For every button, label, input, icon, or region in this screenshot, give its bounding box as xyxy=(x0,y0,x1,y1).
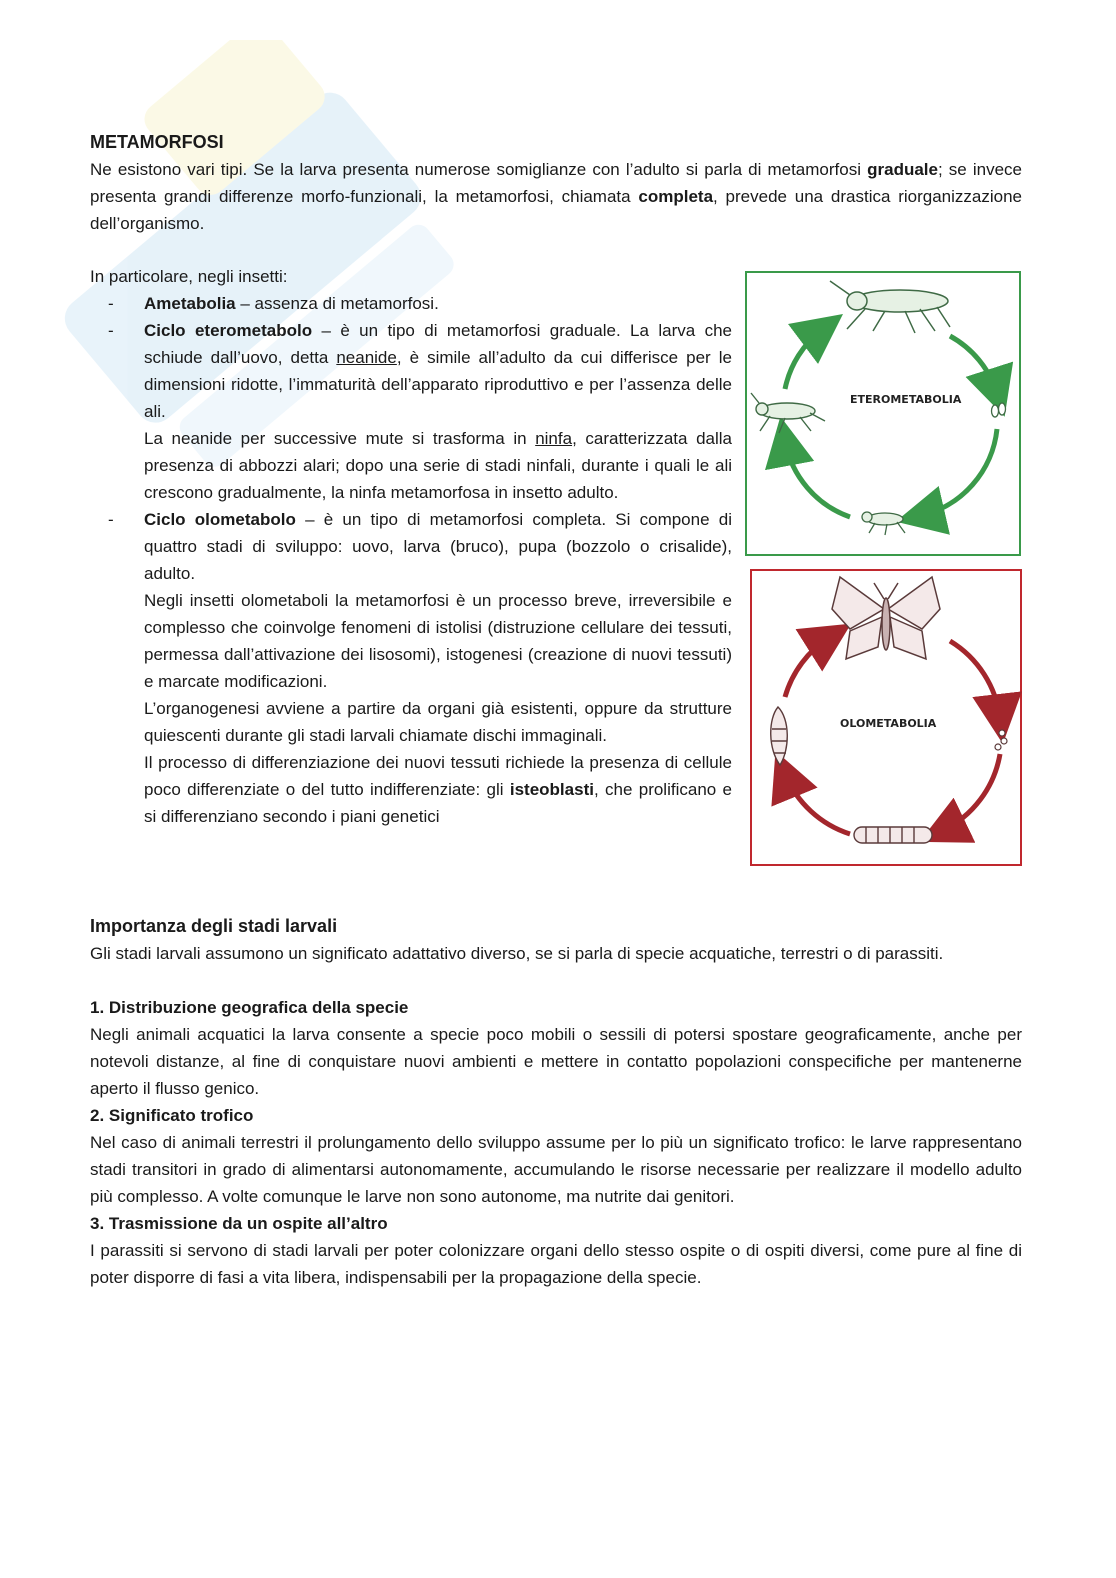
list-dash: - xyxy=(108,321,114,340)
list-item-olometabolo: - Ciclo olometabolo – è un tipo di metamorfosi completa. Si compone di quattro stadi di sviluppo: uovo, larva (bruco), pupa (bozzolo o crisalide), adulto. Negli insetti olometaboli la metamorfosi è un processo breve, irreversibile e complesso che coinvolge fenomeni di istolisi (distruzione cellulare dei tessuti, permessa dall’attivazione dei lisosomi), istogenesi (creazione di nuovi tessuti) e marcate modificazioni. L’organogenesi avviene a partire da organi già esistenti, oppure da strutture quiescenti durante gli stadi larvali chiamate dischi immaginali. Il processo di differenziazione dei nuovi tessuti richiede la presenza di cellule poco differenziate o del tutto indifferenziate: gli isteoblasti, che prolificano e si differenziano secondo i piani genetici xyxy=(108,506,732,830)
section-item-heading: 1. Distribuzione geografica della specie xyxy=(90,998,409,1017)
section-item-text: Nel caso di animali terrestri il prolungamento dello sviluppo assume per lo più un significato trofico: le larve rappresentano stadi transitori in grado di alimentarsi autonomamente, accumulando le risorse necessarie per realizzare il modello adulto più complesso. A volte comunque le larve non sono autonome, ma nutrite dai genitori. xyxy=(90,1133,1022,1206)
section-item-2 xyxy=(90,1102,1022,1210)
olometabolia-figure xyxy=(750,569,1022,866)
section-item-text: I parassiti si servono di stadi larvali per poter colonizzare organi dello stesso ospite o di ospiti diversi, come pure al fine di poter disporre di fasi a vita libera, indispensabili per la propagazione della specie. xyxy=(90,1241,1022,1287)
list-dash: - xyxy=(108,510,114,529)
list-item-eterometabolo: - Ciclo eterometabolo – è un tipo di metamorfosi graduale. La larva che schiude dall’uovo, detta neanide, è simile all’adulto da cui differisce per le dimensioni ridotte, l’immaturità dell’apparato riproduttivo e per l’assenza delle ali. La neanide per successive mute si trasforma in ninfa, caratterizzata dalla presenza di abbozzi alari; dopo una serie di stadi ninfali, durante i quali le ali crescono gradualmente, la ninfa metamorfosa in insetto adulto. xyxy=(108,317,732,506)
section-item-heading: 3. Trasmissione da un ospite all’altro xyxy=(90,1214,388,1233)
section-item-heading: 2. Significato trofico xyxy=(90,1106,254,1125)
section-title: Importanza degli stadi larvali xyxy=(90,916,338,936)
list-dash: - xyxy=(108,294,114,313)
page-title: METAMORFOSI xyxy=(90,132,224,152)
caterpillar-icon xyxy=(854,827,932,843)
insects-intro: In particolare, negli insetti: xyxy=(90,267,288,286)
intro-paragraph: Ne esistono vari tipi. Se la larva presenta numerose somiglianze con l’adulto si parla di metamorfosi graduale; se invece presenta grandi differenze morfo-funzionali, la metamorfosi, chiamata completa, prevede una drastica riorganizzazione dell’organismo. xyxy=(90,160,1023,233)
list-item-ametabolia: - Ametabolia – assenza di metamorfosi. xyxy=(108,290,732,317)
eterometabolia-label: ETEROMETABOLIA xyxy=(850,393,962,406)
section-item-1 xyxy=(90,994,1022,1102)
eterometabolia-figure xyxy=(745,271,1021,556)
intro-block xyxy=(90,128,1022,237)
section-item-text: Negli animali acquatici la larva consente a specie poco mobili o sessili di potersi spostare geograficamente, anche per notevoli distanze, al fine di conquistare nuovi ambienti e mettere in contatto popolazioni conspecifiche per mantenerne aperto il flusso genico. xyxy=(90,1025,1022,1098)
section-item-3 xyxy=(90,1210,1022,1291)
section-intro: Gli stadi larvali assumono un significato adattativo diverso, se si parla di specie acquatiche, terrestri o di parassiti. xyxy=(90,944,944,963)
olometabolia-label: OLOMETABOLIA xyxy=(840,717,937,730)
insects-intro-block xyxy=(90,263,690,290)
metamorphosis-list xyxy=(108,290,732,830)
larval-stages-section xyxy=(90,913,1022,1291)
